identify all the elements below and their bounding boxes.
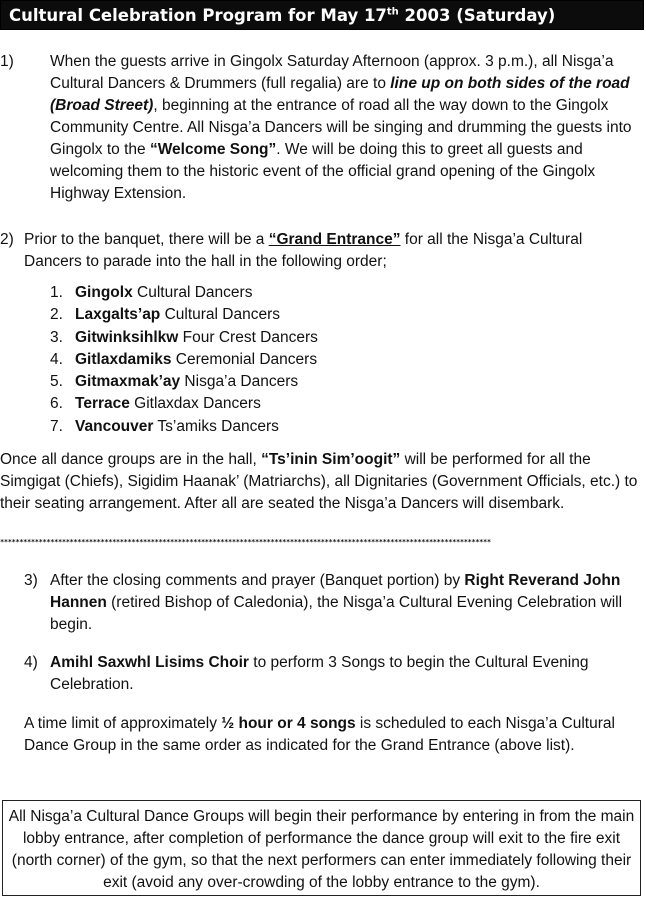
choir-name: Amihl Saxwhl Lisims Choir <box>50 654 249 671</box>
item-4-number: 4) <box>24 654 38 671</box>
tsinin-simoogit-label: “Ts’inin Sim’oogit” <box>261 451 401 468</box>
list-item-description: Nisga’a Dancers <box>180 373 299 391</box>
item-1-emphasis: line up on both sides of the road (Broad Street) <box>50 75 630 114</box>
list-item <box>50 416 318 438</box>
list-item-number: 4. <box>50 350 63 368</box>
item-2-text-b: for all the Nisga’a Cultural Dancers to parade into the hall in the following order; <box>24 231 583 270</box>
list-item-name: Gitmaxmak’ay <box>75 373 181 391</box>
time-limit-text-a: A time limit of approximately <box>24 715 222 732</box>
list-item-name: Gitwinksihlkw <box>75 328 179 346</box>
list-item-description: Four Crest Dancers <box>178 328 318 346</box>
item-3-text-b: (retired Bishop of Caledonia), the Nisga’a Cultural Evening Celebration will begin. <box>50 594 623 633</box>
list-item-description: Cultural Dancers <box>132 284 253 301</box>
bishop-name: Right Reverand John Hannen <box>50 572 621 611</box>
list-item-name: Gitlaxdamiks <box>75 350 172 368</box>
list-item-name: Laxgalts’ap <box>75 306 161 324</box>
list-item <box>50 349 318 371</box>
page-title <box>0 0 644 30</box>
title-suffix: 2003 (Saturday) <box>398 6 556 25</box>
list-item-name: Vancouver <box>75 417 154 435</box>
list-item-name: Gingolx <box>75 284 133 301</box>
item-2-number: 2) <box>0 231 14 248</box>
list-item <box>50 327 318 349</box>
list-item-number: 1. <box>50 284 63 301</box>
item-1-text-b: , beginning at the entrance of road all the way down to the Gingolx Community Centre. All Nisga’a Dancers will be singing and drumming the guests into Gingolx to the <box>50 97 632 158</box>
list-item-name: Terrace <box>75 395 130 413</box>
hall-paragraph <box>0 449 638 515</box>
item-3-number: 3) <box>24 572 38 589</box>
item-1-number: 1) <box>0 53 14 70</box>
list-item-description: Ts’amiks Dancers <box>153 417 279 435</box>
item-1-text <box>50 51 640 205</box>
item-3-text <box>50 570 625 636</box>
separator-line: ******************************************************************************************************************************* <box>0 538 491 546</box>
list-item-number: 2. <box>50 306 63 324</box>
grand-entrance-label: “Grand Entrance” <box>268 231 401 248</box>
list-item <box>50 304 318 326</box>
list-item <box>50 371 318 393</box>
time-limit-paragraph <box>24 713 629 757</box>
item-1-text-a: When the guests arrive in Gingolx Saturday Afternoon (approx. 3 p.m.), all Nisga’a Cultural Dancers & Drummers (full regalia) are to <box>50 53 614 92</box>
list-item-number: 3. <box>50 328 63 346</box>
item-1-text-c: . We will be doing this to greet all guests and welcoming them to the historic event of the official grand opening of the Gingolx Highway Extension. <box>50 141 596 202</box>
title-prefix: Cultural Celebration Program for May 17 <box>9 6 387 25</box>
item-2-text <box>24 229 624 273</box>
time-limit-text-b: is scheduled to each Nisga’a Cultural Dance Group in the same order as indicated for the Grand Entrance (above list). <box>24 715 615 754</box>
dance-group-list <box>50 282 318 438</box>
list-item <box>50 393 318 415</box>
note-box <box>2 800 641 896</box>
list-item <box>50 282 318 304</box>
list-item-number: 7. <box>50 417 63 435</box>
time-limit-emphasis: ½ hour or 4 songs <box>221 715 356 732</box>
list-item-number: 6. <box>50 395 63 413</box>
list-item-number: 5. <box>50 373 63 391</box>
list-item-description: Ceremonial Dancers <box>171 350 318 368</box>
item-2-text-a: Prior to the banquet, there will be a <box>24 231 269 248</box>
hall-text-b: will be performed for all the Simgigat (Chiefs), Sigidim Haanak’ (Matriarchs), all Dignitaries (Government Officials, etc.) to their seating arrangement. After all are seated the Nisga’a Dancers will disembark. <box>0 451 638 512</box>
title-superscript: th <box>386 6 399 18</box>
item-4-text <box>50 652 625 696</box>
note-box-text: All Nisga’a Cultural Dance Groups will begin their performance by entering in from the main lobby entrance, after completion of performance the dance group will exit to the fire exit (north corner) of the gym, so that the next performers can enter immediately following their exit (avoid any over-crowding of the lobby entrance to the gym). <box>8 808 635 891</box>
item-4-text-b: to perform 3 Songs to begin the Cultural Evening Celebration. <box>50 654 589 693</box>
hall-text-a: Once all dance groups are in the hall, <box>0 451 262 468</box>
item-3-text-a: After the closing comments and prayer (Banquet portion) by <box>50 572 465 589</box>
welcome-song-label: “Welcome Song” <box>149 141 277 158</box>
list-item-description: Gitlaxdax Dancers <box>129 395 261 413</box>
list-item-description: Cultural Dancers <box>160 306 281 324</box>
